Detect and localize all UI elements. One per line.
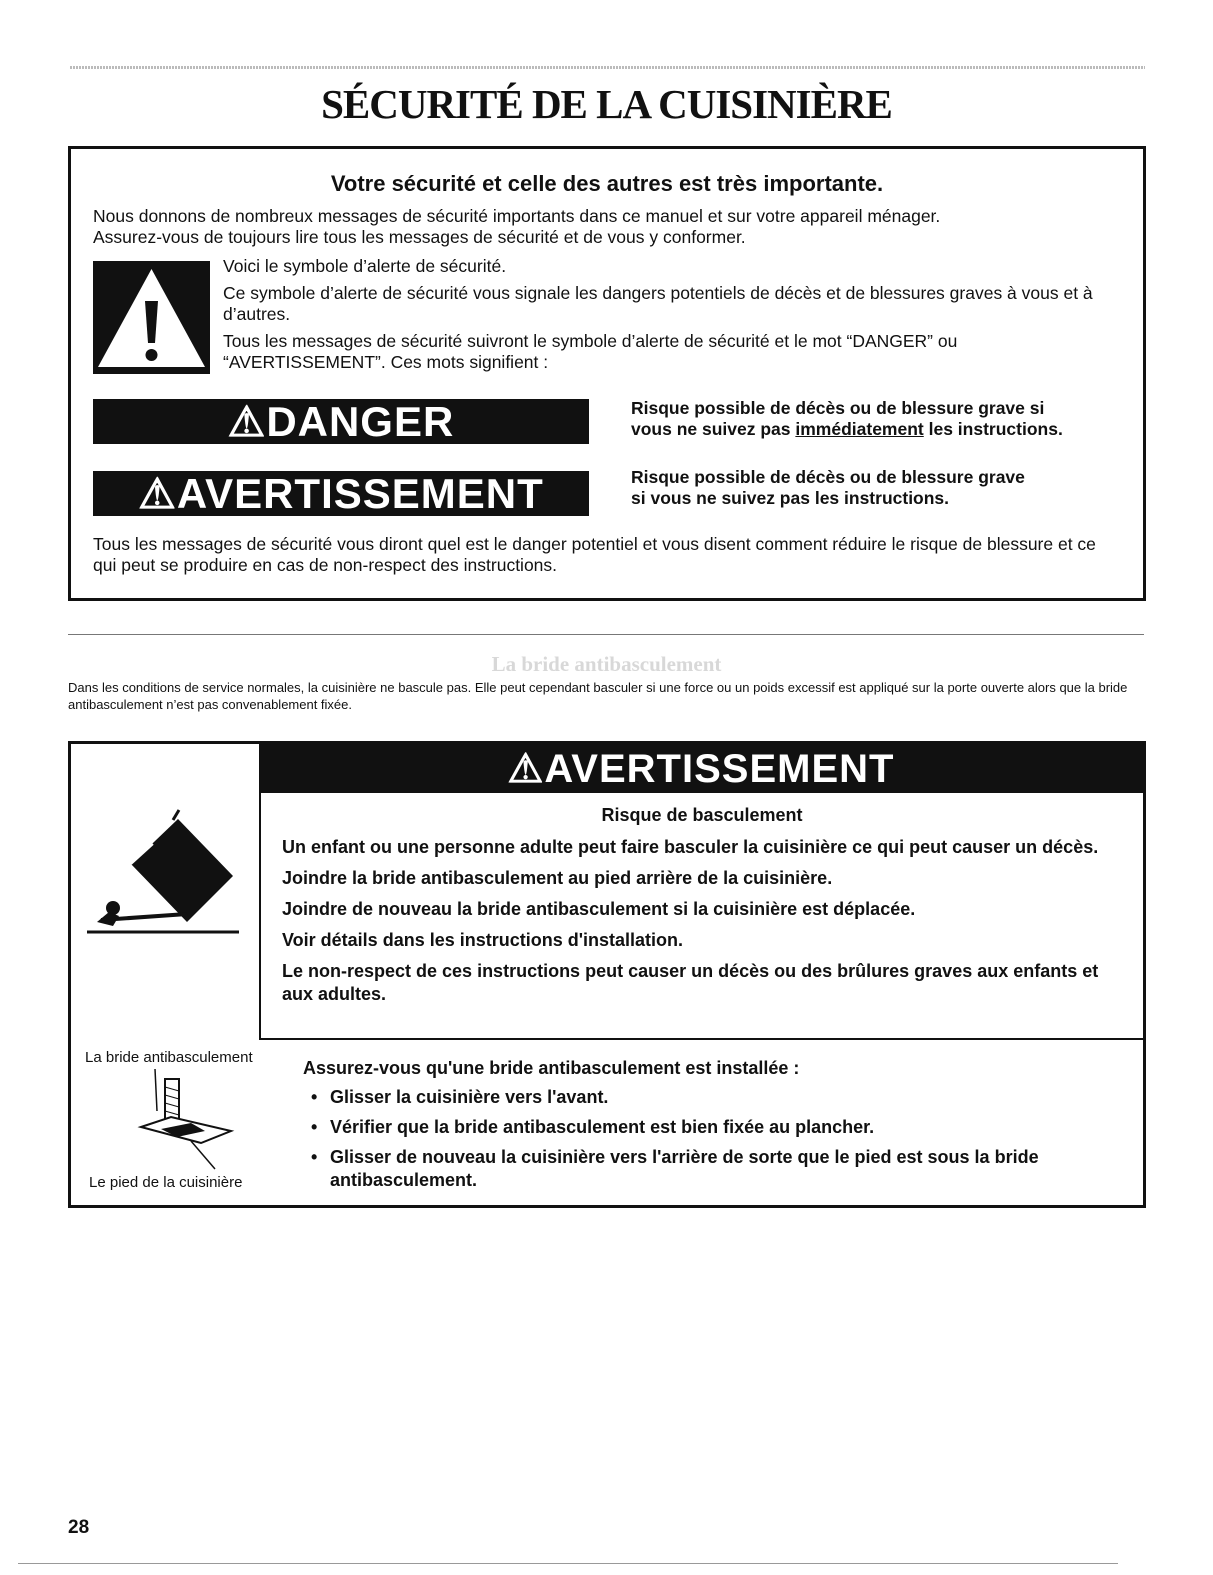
warning-triangle-icon: ⚠ xyxy=(507,747,545,791)
danger-signal-bar xyxy=(93,399,589,444)
page-number: 28 xyxy=(68,1517,90,1538)
intro-line: Assurez-vous de toujours lire tous les messages de sécurité et de vous y conformer. xyxy=(93,227,746,247)
safety-intro xyxy=(93,206,940,248)
warning-desc-line: si vous ne suivez pas les instructions. xyxy=(631,488,950,508)
avertissement-label: AVERTISSEMENT xyxy=(176,470,544,517)
safety-heading: Votre sécurité et celle des autres est très importante. xyxy=(330,171,884,196)
warning-signal-bar xyxy=(93,471,589,516)
steps-list xyxy=(303,1086,1123,1199)
danger-desc-emphasis: immédiatement xyxy=(795,419,924,439)
bottom-rule xyxy=(18,1563,1118,1564)
warning-lines xyxy=(282,836,1122,1014)
symbol-line: Voici le symbole d’alerte de sécurité. xyxy=(223,256,507,276)
warning-line: Un enfant ou une personne adulte peut faire basculer la cuisinière ce qui peut causer un décès. xyxy=(282,837,1099,857)
steps-intro: Assurez-vous qu'une bride antibasculement est installée : xyxy=(303,1058,800,1078)
warning-description xyxy=(631,467,1025,509)
closing-text: Tous les messages de sécurité vous diront quel est le danger potentiel et vous disent comment réduire le risque de blessure et ce qui peut se produire en cas de non-respect des instructions. xyxy=(93,534,1096,575)
warning-triangle-icon: ⚠ xyxy=(138,470,177,517)
safety-intro-box xyxy=(68,146,1146,601)
warning-title: Risque de basculement xyxy=(601,805,803,825)
danger-desc-line xyxy=(631,419,1063,440)
step-item: • Vérifier que la bride antibasculement est bien fixée au plancher. xyxy=(303,1116,1123,1139)
bracket-label: La bride antibasculement xyxy=(85,1049,253,1066)
warning-triangle-icon: ⚠ xyxy=(227,398,267,445)
danger-description xyxy=(631,398,1063,440)
danger-label: DANGER xyxy=(266,398,455,445)
danger-desc-text: les instructions. xyxy=(923,419,1063,439)
symbol-line: Tous les messages de sécurité suivront le symbole d’alerte de sécurité et le mot “DANGER” ou “AVERTISSEMENT”. Ces mots signifient : xyxy=(223,331,958,372)
section-body: Dans les conditions de service normales, la cuisinière ne bascule pas. Elle peut cependant basculer si une force ou un poids excessif est appliqué sur la porte ouverte alors que la bride antibasculement n’est pas convenablement fixée. xyxy=(68,680,1128,712)
warning-line: Voir détails dans les instructions d'installation. xyxy=(282,930,684,950)
avertissement-banner xyxy=(259,744,1143,793)
page-title: SÉCURITÉ DE LA CUISINIÈRE xyxy=(321,81,892,127)
top-dotted-rule xyxy=(70,66,1145,69)
warning-panel xyxy=(259,793,1143,1040)
step-item: • Glisser la cuisinière vers l'avant. xyxy=(303,1086,1123,1109)
symbol-line: Ce symbole d’alerte de sécurité vous signale les dangers potentiels de décès et de blessures graves à vous et à d’autres. xyxy=(223,283,1093,324)
warning-line: Joindre de nouveau la bride antibasculement si la cuisinière est déplacée. xyxy=(282,899,916,919)
danger-desc-line: Risque possible de décès ou de blessure grave si xyxy=(631,398,1045,418)
warning-desc-line: Risque possible de décès ou de blessure grave xyxy=(631,467,1025,487)
avertissement-banner-label: AVERTISSEMENT xyxy=(544,747,895,791)
step-item: • Glisser de nouveau la cuisinière vers l'arrière de sorte que le pied est sous la bride antibasculement. xyxy=(303,1146,1123,1192)
anti-tip-bracket-illustration xyxy=(131,1069,251,1174)
intro-line: Nous donnons de nombreux messages de sécurité importants dans ce manuel et sur votre appareil ménager. xyxy=(93,206,941,226)
tipping-range-illustration xyxy=(83,804,243,939)
danger-desc-text: vous ne suivez pas xyxy=(631,419,796,439)
section-heading: La bride antibasculement xyxy=(491,652,722,676)
warning-line: Joindre la bride antibasculement au pied arrière de la cuisinière. xyxy=(282,868,833,888)
warning-line: Le non-respect de ces instructions peut causer un décès ou des brûlures graves aux enfants et aux adultes. xyxy=(282,961,1099,1004)
symbol-explanation xyxy=(223,256,1123,379)
section-divider xyxy=(68,634,1144,635)
tip-warning-box xyxy=(68,741,1146,1208)
foot-label: Le pied de la cuisinière xyxy=(89,1174,243,1191)
safety-alert-icon xyxy=(93,261,210,374)
